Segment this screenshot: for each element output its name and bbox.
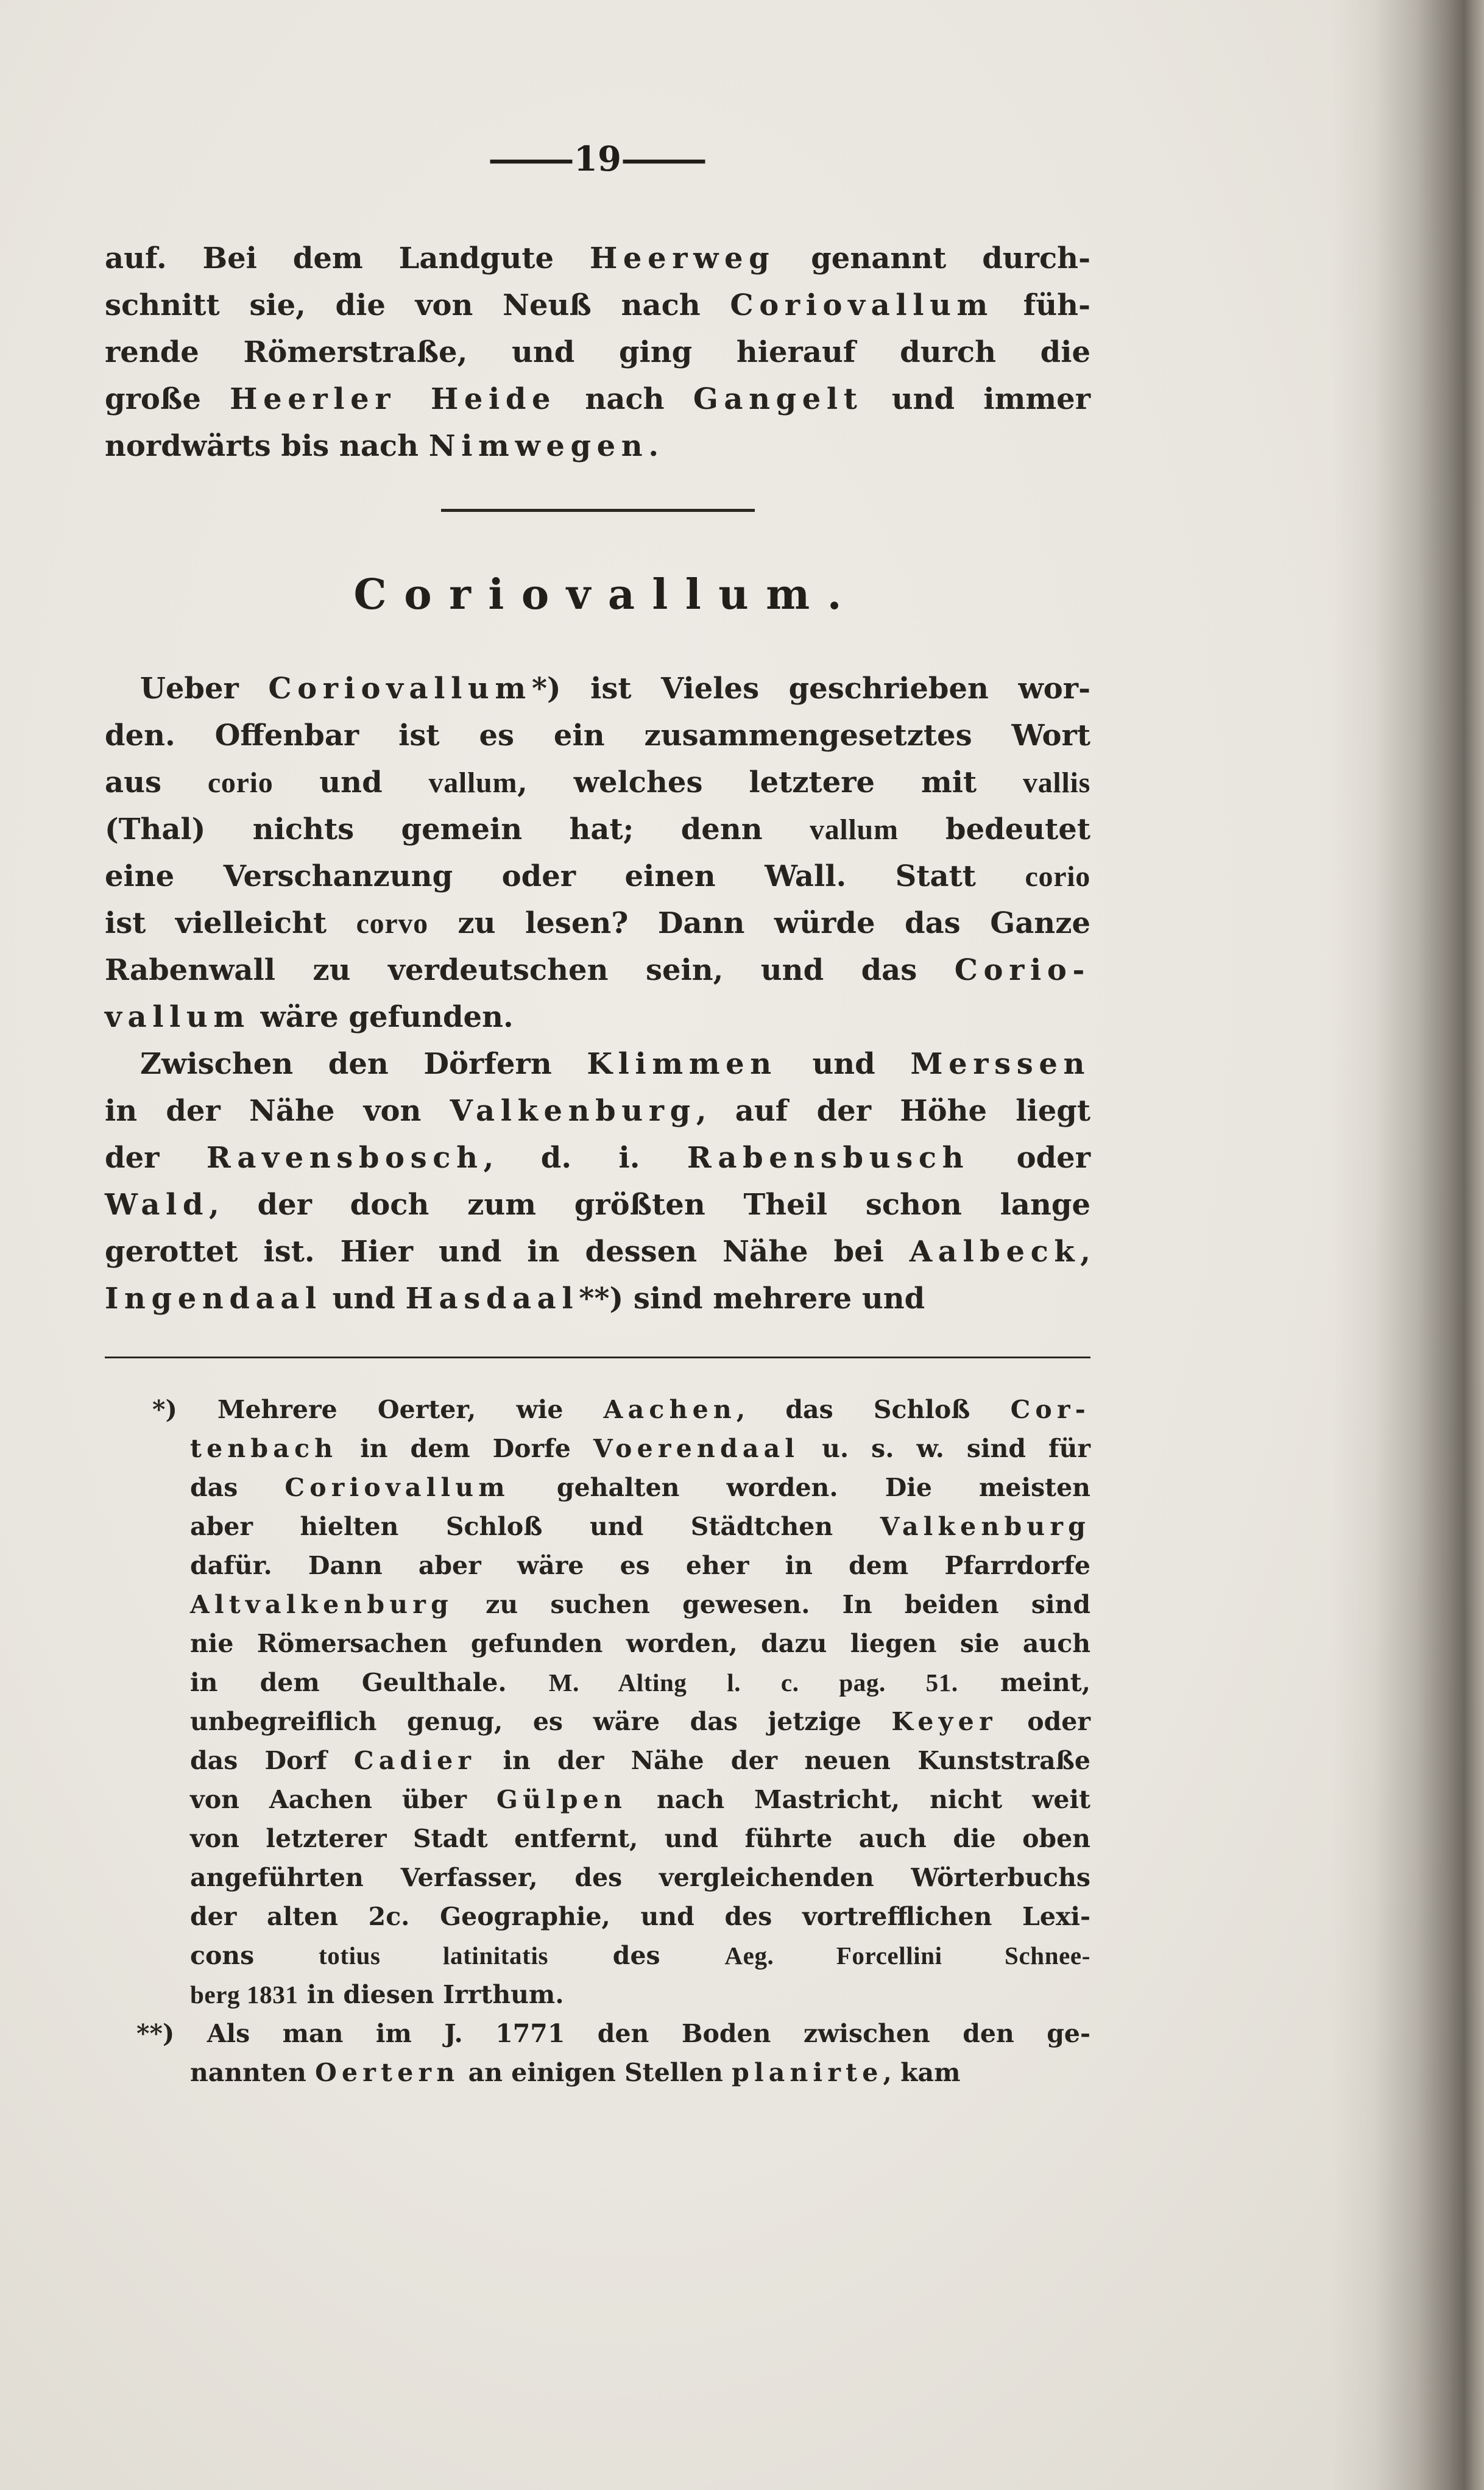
text-line (105, 900, 1090, 947)
text-segment: angeführten Verfasser, des vergleichenden Wörterbuchs (190, 1863, 1090, 1892)
page-number-dash-right: — (618, 139, 710, 179)
text-segment: Gangelt (693, 382, 863, 416)
text-segment: auf. Bei dem Landgute (105, 241, 590, 275)
text-segment: Wald (105, 1188, 210, 1222)
text-line (105, 423, 1090, 470)
text-segment: Klimmen (587, 1047, 777, 1081)
text-segment: das Dorf (190, 1746, 354, 1775)
text-segment: in diesen Irrthum. (298, 1980, 564, 2009)
text-segment: M. Alting l. c. pag. 51. (548, 1669, 958, 1697)
text-segment: Coriovallum (730, 288, 994, 322)
text-segment: aus (105, 765, 208, 800)
text-segment: in der Nähe von (105, 1094, 450, 1128)
text-segment: den. Offenbar ist es ein zusammengesetztes Wort (105, 718, 1090, 753)
text-segment: und (777, 1047, 911, 1081)
text-segment: aber hielten Schloß und Städtchen (190, 1512, 880, 1541)
text-segment: **) Als man im J. 1771 den Boden zwischen den ge- (136, 2019, 1090, 2048)
text-segment: das (190, 1473, 285, 1502)
page-number-dash-left: — (485, 139, 578, 179)
text-segment: vallis (1022, 767, 1090, 799)
text-line (152, 1936, 1090, 1975)
text-segment: corvo (356, 907, 428, 940)
text-segment: Zwischen den Dörfern (140, 1047, 587, 1081)
text-segment: Aalbeck (909, 1235, 1081, 1269)
text-segment: tenbach (190, 1434, 338, 1463)
text-segment: (Thal) nichts gemein hat; denn (105, 812, 810, 846)
text-segment: und immer (863, 382, 1091, 416)
text-line (152, 1546, 1090, 1585)
section-divider (441, 509, 755, 512)
text-segment: bedeutet (898, 812, 1090, 846)
text-segment: Valkenburg (450, 1094, 696, 1128)
text-segment: unbegreiflich genug, es wäre das jetzige (190, 1707, 892, 1736)
text-segment: eine Verschanzung oder einen Wall. Statt (105, 859, 1025, 893)
text-line (152, 1624, 1090, 1663)
text-line (152, 1741, 1090, 1780)
text-segment: nach Mastricht, nicht weit (627, 1785, 1090, 1814)
text-segment: vallum (428, 767, 518, 799)
text-segment: , welches letztere mit (517, 765, 1023, 800)
text-segment: Oertern (315, 2058, 460, 2087)
text-segment: . (648, 429, 659, 463)
text-line (152, 1429, 1090, 1468)
text-line (105, 665, 1090, 712)
text-segment: Voerendaal (593, 1434, 800, 1463)
text-line (136, 2014, 1090, 2053)
text-segment: füh- (993, 288, 1090, 322)
text-line (105, 994, 1090, 1041)
text-segment: schnitt sie, die von Neuß nach (105, 288, 730, 322)
text-line (152, 1585, 1090, 1624)
text-line (105, 235, 1090, 282)
text-line (105, 1182, 1090, 1229)
text-segment: und (322, 1282, 406, 1316)
text-line (152, 1975, 1090, 2014)
text-line (152, 1663, 1090, 1702)
text-line (152, 1468, 1090, 1507)
text-line (105, 712, 1090, 759)
text-line (152, 1507, 1090, 1546)
text-segment: **) sind mehrere und (579, 1282, 925, 1316)
text-segment: in der Nähe der neuen Kunststraße (476, 1746, 1090, 1775)
text-segment: , kam (883, 2058, 961, 2087)
text-segment: cons (190, 1941, 319, 1970)
text-line (105, 376, 1090, 423)
text-segment: Gülpen (496, 1785, 627, 1814)
text-line (105, 806, 1090, 853)
text-segment: in dem Dorfe (337, 1434, 593, 1463)
text-segment: , d. i. (483, 1141, 687, 1175)
text-segment: nach (556, 382, 693, 416)
text-segment: nie Römersachen gefunden worden, dazu liegen sie auch (190, 1629, 1090, 1658)
text-segment: *) ist Vieles geschrieben wor- (531, 672, 1090, 706)
intro-paragraph (105, 235, 1090, 470)
text-segment: oder (969, 1141, 1090, 1175)
text-segment: Coriovallum (268, 672, 532, 706)
text-line (152, 2053, 1090, 2092)
body-paragraph-2 (105, 1041, 1090, 1322)
text-line (152, 1819, 1090, 1858)
text-segment: , der doch zum größten Theil schon lange (209, 1188, 1090, 1222)
text-segment: Nimwegen (428, 429, 649, 463)
text-segment: dafür. Dann aber wäre es eher in dem Pfarrdorfe (190, 1551, 1090, 1580)
text-line (152, 1780, 1090, 1819)
text-segment: der (105, 1141, 207, 1175)
text-line (152, 1897, 1090, 1936)
footnote-1 (152, 1390, 1090, 2014)
text-segment: Altvalkenburg (190, 1590, 453, 1619)
text-segment: meint, (958, 1668, 1091, 1697)
text-segment: große (105, 382, 230, 416)
text-segment: Ingendaal (105, 1282, 322, 1316)
text-line (105, 1229, 1090, 1275)
text-segment: zu suchen gewesen. In beiden sind (453, 1590, 1090, 1619)
text-segment: corio (207, 767, 274, 799)
footnote-divider (105, 1357, 1090, 1358)
text-segment: zu lesen? Dann würde das Ganze (428, 906, 1090, 940)
text-segment: Ravensbosch (206, 1141, 484, 1175)
text-segment: Aachen (603, 1395, 737, 1424)
text-line (105, 1041, 1090, 1088)
page-content (105, 139, 1090, 2092)
text-segment: , das Schloß (736, 1395, 1011, 1424)
text-line (152, 1858, 1090, 1897)
text-segment: und (273, 765, 429, 800)
body-paragraph-1 (105, 665, 1090, 1041)
text-line (152, 1390, 1090, 1429)
page-number (105, 139, 1090, 179)
text-segment: genannt durch- (775, 241, 1090, 275)
text-segment: nordwärts bis nach (105, 429, 429, 463)
text-segment: an einigen Stellen (459, 2058, 732, 2087)
text-line (105, 1275, 1090, 1322)
text-segment: Rabenwall zu verdeutschen sein, und das (105, 953, 955, 987)
text-segment: von letzterer Stadt entfernt, und führte auch die oben (190, 1824, 1090, 1853)
text-line (105, 1088, 1090, 1135)
text-segment: u. s. w. sind für (799, 1434, 1091, 1463)
text-line (105, 759, 1090, 806)
text-segment: der alten 2c. Geographie, und des vortrefflichen Lexi- (190, 1902, 1090, 1931)
text-segment: , auf der Höhe liegt (696, 1094, 1090, 1128)
text-segment: Cor- (1010, 1395, 1090, 1424)
text-segment: planirte (732, 2058, 883, 2087)
section-heading: Coriovallum. (353, 570, 860, 619)
text-segment: oder (997, 1707, 1090, 1736)
text-line (105, 1135, 1090, 1182)
text-segment: vallum (105, 1000, 250, 1034)
text-segment: Ueber (140, 672, 269, 706)
text-segment: corio (1025, 860, 1090, 893)
page-binding-shadow (1332, 0, 1484, 2490)
text-segment: gerottet ist. Hier und in dessen Nähe bei (105, 1235, 910, 1269)
text-segment: Coriovallum (284, 1473, 510, 1502)
text-segment: vallum (809, 814, 899, 846)
text-segment: totius latinitatis (318, 1942, 549, 1970)
text-segment: wäre gefunden. (250, 1000, 514, 1034)
text-segment: nannten (190, 2058, 316, 2087)
text-segment: , (1080, 1235, 1090, 1269)
text-segment: ist vielleicht (105, 906, 356, 940)
text-segment: Hasdaal (405, 1282, 579, 1316)
text-line (105, 947, 1090, 994)
text-segment: rende Römerstraße, und ging hierauf durch die (105, 335, 1090, 369)
text-segment: gehalten worden. Die meisten (509, 1473, 1090, 1502)
text-segment: Merssen (910, 1047, 1090, 1081)
text-segment: Cadier (353, 1746, 476, 1775)
text-segment: *) Mehrere Oerter, wie (152, 1395, 604, 1424)
page-number-value: 19 (574, 139, 621, 179)
text-segment: von Aachen über (190, 1785, 496, 1814)
text-segment: Aeg. Forcellini Schnee- (724, 1942, 1091, 1970)
text-line (152, 1702, 1090, 1741)
text-line (105, 329, 1090, 376)
text-segment: Heerweg (589, 241, 776, 275)
text-segment: berg 1831 (190, 1981, 299, 2009)
text-segment: in dem Geulthale. (190, 1668, 549, 1697)
text-segment: Corio- (954, 953, 1090, 987)
text-segment: Heerler Heide (230, 382, 557, 416)
text-line (105, 282, 1090, 329)
text-segment: Keyer (891, 1707, 997, 1736)
text-segment: Valkenburg (880, 1512, 1090, 1541)
footnote-2 (136, 2014, 1090, 2092)
text-segment: des (548, 1941, 725, 1970)
text-line (105, 853, 1090, 900)
text-segment: Rabensbusch (687, 1141, 970, 1175)
